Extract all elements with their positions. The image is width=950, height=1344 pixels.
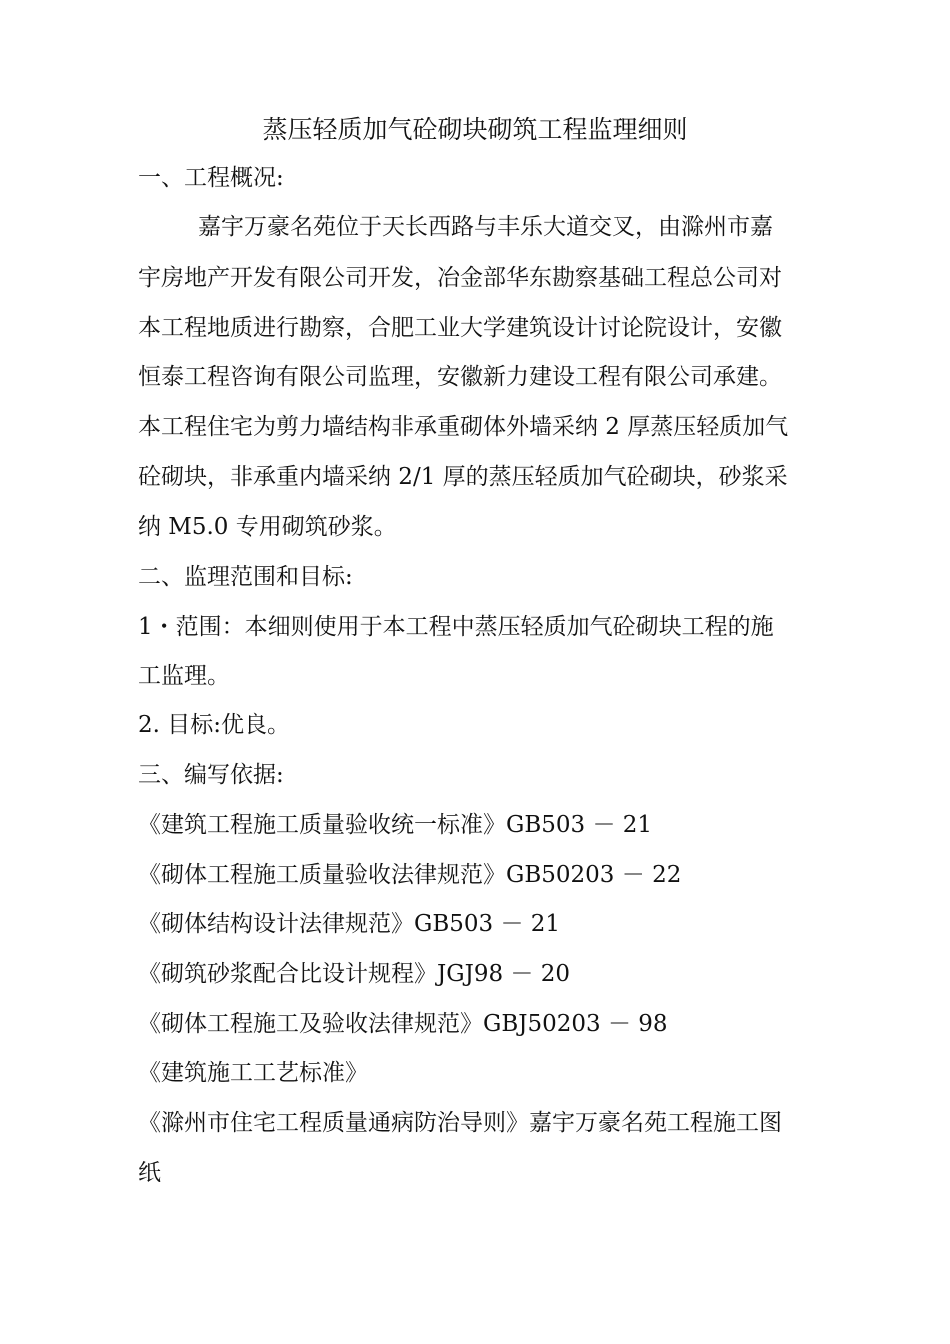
section-heading-overview: 一、工程概况: [138,165,284,191]
reference-item-continuation: 纸 [138,1160,161,1186]
goal-item: 2. 目标:优良。 [138,712,291,738]
paragraph-line: 恒泰工程咨询有限公司监理，安徽新力建设工程有限公司承建。 [138,364,782,390]
reference-item: 《砌筑砂浆配合比设计规程》JGJ98 － 20 [138,961,570,987]
document-title: 蒸压轻质加气砼砌块砌筑工程监理细则 [262,115,688,144]
reference-item: 《建筑工程施工质量验收统一标准》GB503 － 21 [138,812,653,838]
section-heading-basis: 三、编写依据: [138,762,284,788]
paragraph-line: 本工程地质进行勘察，合肥工业大学建筑设计讨论院设计，安徽 [138,315,782,341]
reference-item: 《砌体结构设计法律规范》GB503 － 21 [138,911,561,937]
reference-item: 《建筑施工工艺标准》 [138,1060,368,1086]
paragraph-line: 砼砌块，非承重内墙采纳 2/1 厚的蒸压轻质加气砼砌块，砂浆采 [138,464,788,490]
paragraph-line: 嘉宇万豪名苑位于天长西路与丰乐大道交叉，由滁州市嘉 [198,214,773,240]
scope-item-line: 工监理。 [138,663,230,689]
section-heading-scope: 二、监理范围和目标: [138,564,353,590]
paragraph-line: 本工程住宅为剪力墙结构非承重砌体外墙采纳 2 厚蒸压轻质加气 [138,414,789,440]
reference-item: 《滁州市住宅工程质量通病防治导则》嘉宇万豪名苑工程施工图 [138,1110,782,1136]
paragraph-line: 纳 M5.0 专用砌筑砂浆。 [138,514,397,540]
paragraph-line: 宇房地产开发有限公司开发，冶金部华东勘察基础工程总公司对 [138,265,782,291]
reference-item: 《砌体工程施工质量验收法律规范》GB50203 － 22 [138,862,682,888]
reference-item: 《砌体工程施工及验收法律规范》GBJ50203 － 98 [138,1011,668,1037]
scope-item-line: 1・范围：本细则使用于本工程中蒸压轻质加气砼砌块工程的施 [138,614,774,640]
